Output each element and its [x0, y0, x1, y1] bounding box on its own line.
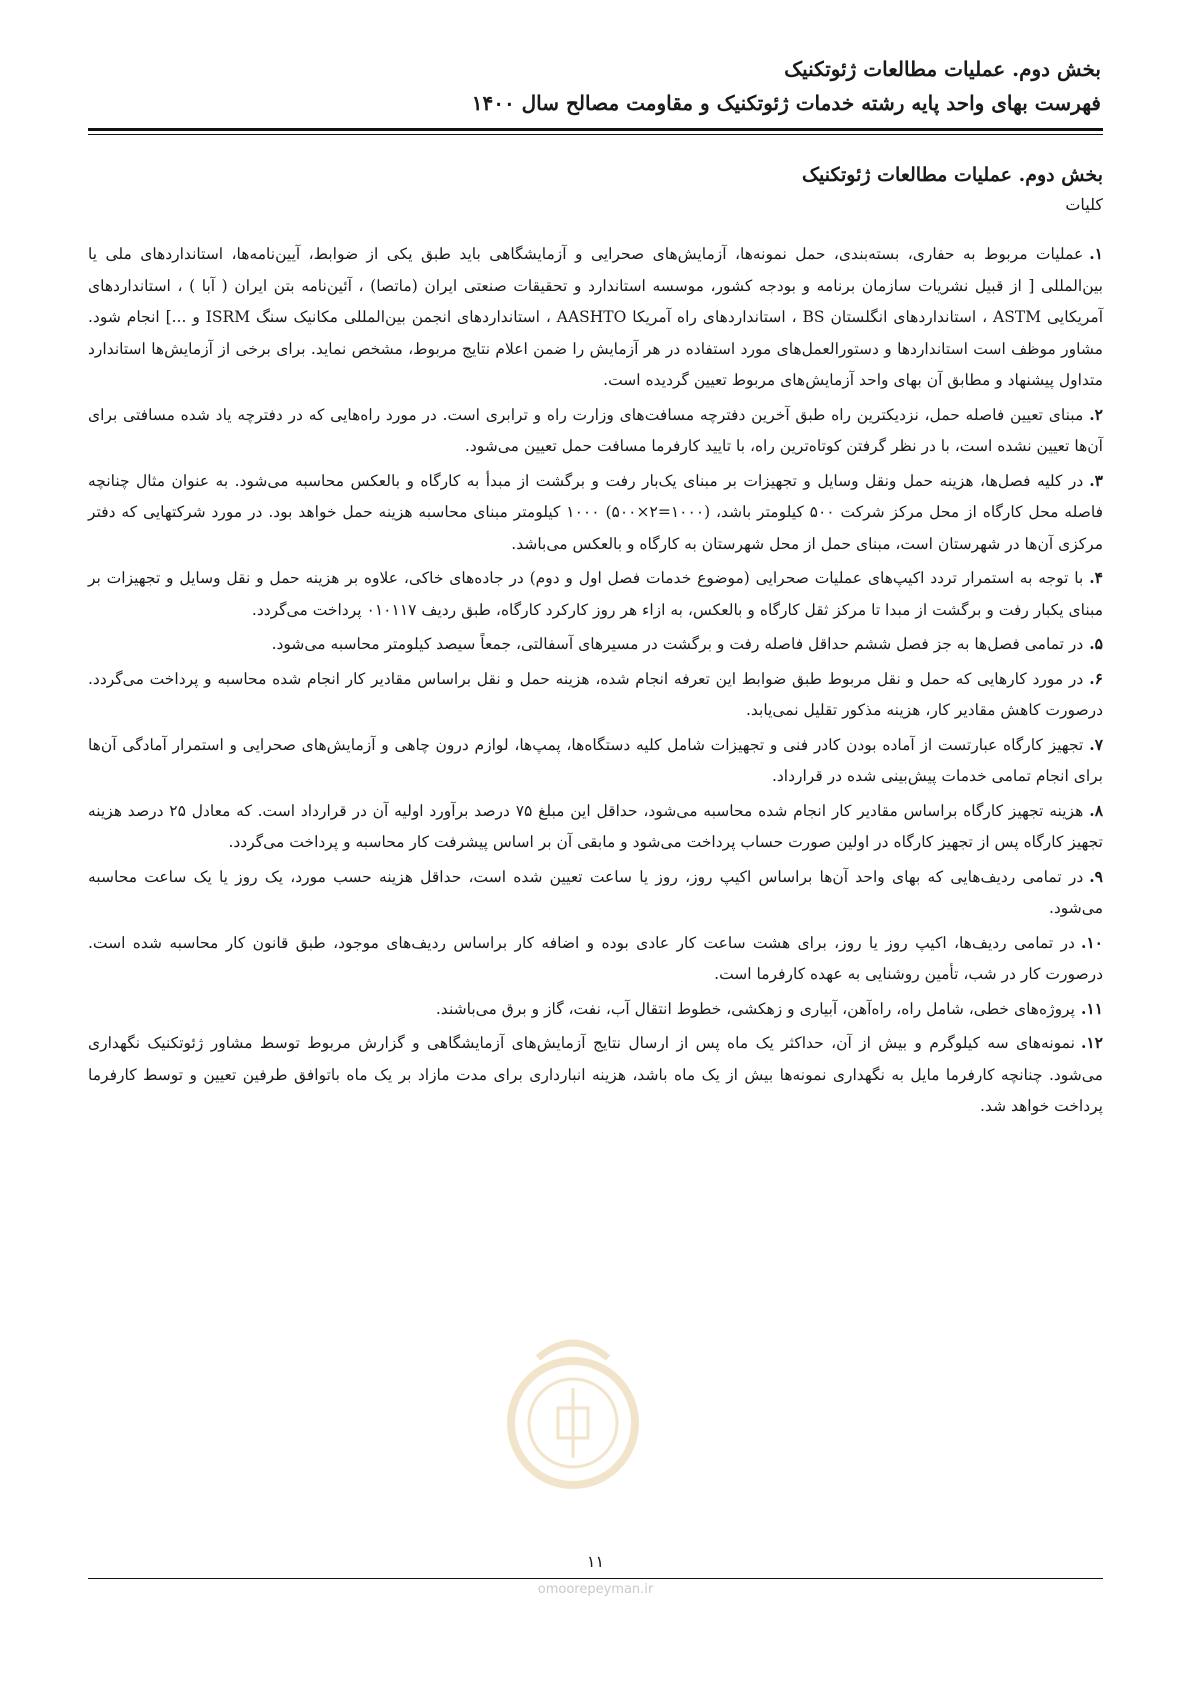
header-rule-thick — [88, 128, 1103, 131]
section-title: بخش دوم. عملیات مطالعات ژئوتکنیک — [802, 164, 1103, 186]
item-number: ۱۲. — [1080, 1033, 1103, 1052]
item-number: ۳. — [1089, 470, 1103, 490]
item-text: در تمامی فصل‌ها به جز فصل ششم حداقل فاصله رفت و برگشت در مسیرهای آسفالتی، جمعاً سیصد کیلومتر محاسبه می‌شود. — [271, 635, 1084, 653]
watermark-seal-icon — [498, 1328, 648, 1508]
header-section-title: بخش دوم. عملیات مطالعات ژئوتکنیک — [784, 57, 1101, 81]
list-item — [88, 562, 1103, 626]
item-number: ۶. — [1089, 668, 1103, 688]
watermark-text: omoorepeyman.ir — [537, 1582, 654, 1597]
list-item — [88, 238, 1103, 397]
item-number: ۴. — [1089, 568, 1103, 587]
item-number: ۸. — [1089, 800, 1104, 820]
item-number: ۹. — [1089, 866, 1103, 886]
section-subtitle: کلیات — [1065, 195, 1103, 214]
item-text: در تمامی ردیف‌هایی که بهای واحد آن‌ها براساس اکیپ روز، روز یا ساعت تعیین شده است، حداقل هزینه حسب مورد، یک روز یا یک ساعت محاسبه می‌شود. — [88, 867, 1103, 917]
item-number: ۲. — [1089, 404, 1103, 424]
item-text: نمونه‌های سه کیلوگرم و بیش از آن، حداکثر یک ماه پس از ارسال نتایج آزمایش‌های آزمایشگاهی و گزارش مربوط توسط مشاور ژئوتکنیک نگهداری می‌شود. چنانچه کارفرما مایل به نگهداری نمونه‌ها بیش از یک ماه باشد، هزینه انبارداری برای مدت مازاد بر یک ماه باتوافق طرفین تعیین و توسط کارفرما پرداخت خواهد شد. — [88, 1034, 1103, 1115]
item-text: هزینه تجهیز کارگاه براساس مقادیر کار انجام شده محاسبه می‌شود، حداقل این مبلغ ۷۵ درصد برآورد اولیه آن در قرارداد است. که معادل ۲۵ درصد هزینه تجهیز کارگاه پس از تجهیز کارگاه در اولین صورت حساب پرداخت می‌شود و مابقی آن بر اساس پیشرفت کار محاسبه و پرداخت می‌گردد. — [88, 801, 1103, 851]
item-text: در مورد کارهایی که حمل و نقل مربوط طبق ضوابط این تعرفه انجام شده، هزینه حمل و نقل براساس مقادیر کار انجام شده محاسبه و پرداخت می‌گردد. درصورت کاهش مقادیر کار، هزینه مذکور تقلیل نمی‌یابد. — [88, 669, 1103, 719]
item-text: تجهیز کارگاه عبارتست از آماده بودن کادر فنی و تجهیزات شامل کلیه دستگاه‌ها، پمپ‌ها، لوازم درون چاهی و آزمایش‌های صحرایی و استمرار آمادگی آن‌ها برای انجام تمامی خدمات پیش‌بینی شده در قرارداد. — [88, 735, 1103, 785]
footer-rule — [88, 1578, 1103, 1579]
list-item — [88, 795, 1103, 859]
list-item — [88, 1027, 1103, 1123]
header-rule-thin — [88, 134, 1103, 135]
running-header — [90, 52, 1101, 120]
item-number: ۱. — [1089, 244, 1103, 263]
item-text: در تمامی ردیف‌ها، اکیپ روز یا روز، برای هشت ساعت کار عادی بوده و اضافه کار براساس ردیف‌های موجود، طبق قانون کار محاسبه شده است. درصورت کار در شب، تأمین روشنایی به عهده کارفرما است. — [88, 933, 1103, 983]
item-number: ۱۰. — [1080, 932, 1103, 952]
list-item — [88, 628, 1103, 661]
item-text: پروژه‌های خطی، شامل راه، راه‌آهن، آبیاری و زهکشی، خطوط انتقال آب، نفت، گاز و برق می‌باشند. — [435, 999, 1075, 1018]
item-number: ۱۱. — [1080, 998, 1103, 1018]
list-item — [88, 927, 1103, 991]
item-number: ۵. — [1089, 634, 1103, 653]
list-item — [88, 729, 1103, 793]
list-item — [88, 993, 1103, 1026]
item-text: با توجه به استمرار تردد اکیپ‌های عملیات صحرایی (موضوع خدمات فصل اول و دوم) در جاده‌های خاکی، علاوه بر هزینه حمل و نقل وسایل و تجهیزات بر مبنای یکبار رفت و برگشت از مبدا تا مرکز ثقل کارگاه و بالعکس، به ازاء هر روز کارکرد کارگاه، طبق ردیف ۰۱۰۱۱۷ پرداخت می‌گردد. — [88, 569, 1103, 619]
list-item — [88, 399, 1103, 463]
item-number: ۷. — [1089, 734, 1104, 754]
header-document-title: فهرست بهای واحد پایه رشته خدمات ژئوتکنیک و مقاومت مصالح سال ۱۴۰۰ — [471, 91, 1101, 115]
numbered-list — [88, 238, 1103, 1123]
item-text: مبنای تعیین فاصله حمل، نزدیکترین راه طبق آخرین دفترچه مسافت‌های وزارت راه و ترابری است. در مورد راه‌هایی که در دفترچه یاد شده مسافتی برای آن‌ها تعیین نشده است، با در نظر گرفتن کوتاه‌ترین راه، با تایید کارفرما مسافت حمل تعیین می‌شود. — [88, 405, 1103, 455]
body-content — [88, 160, 1103, 1125]
list-item — [88, 663, 1103, 727]
item-text: عملیات مربوط به حفاری، بسته‌بندی، حمل نمونه‌ها، آزمایش‌های صحرایی و آزمایشگاهی باید طبق یکی از ضوابط، آیین‌نامه‌ها، استانداردهای ملی یا بین‌المللی [ از قبیل نشریات سازمان برنامه و بودجه کشور، موسسه استاندارد و تحقیقات صنعتی ایران (ماتصا) ، آئین‌نامه بتن ایران ( آبا ) ، استانداردهای آمریکایی ASTM ، استانداردهای انگلستان BS ، استانداردهای راه آمریکا AASHTO ، استانداردهای انجمن بین‌المللی مکانیک سنگ ISRM و ...] انجام شود. مشاور موظف است استانداردها و دستورالعمل‌های مورد استفاده در هر آزمایش را ضمن اعلام نتایج مربوط، مشخص نماید. برای برخی از آزمایش‌ها استاندارد متداول پیشنهاد و مطابق آن بهای واحد آزمایش‌های مربوط تعیین گردیده است. — [88, 245, 1103, 389]
item-text: در کلیه فصل‌ها، هزینه حمل ونقل وسایل و تجهیزات بر مبنای یک‌بار رفت و برگشت از مبدأ به کارگاه و بالعکس محاسبه می‌شود. به عنوان مثال چنانچه فاصله محل کارگاه از محل مرکز شرکت ۵۰۰ کیلومتر باشد، (۱۰۰۰=۲×۵۰۰) ۱۰۰۰ کیلومتر مبنای محاسبه هزینه حمل خواهد بود. در مورد شرکتهایی که دفتر مرکزی آن‌ها در شهرستان است، مبنای حمل از محل شهرستان به کارگاه و بالعکس می‌باشد. — [88, 471, 1104, 553]
list-item — [88, 861, 1103, 925]
page-number: ۱۱ — [586, 1552, 605, 1571]
list-item — [88, 465, 1103, 561]
